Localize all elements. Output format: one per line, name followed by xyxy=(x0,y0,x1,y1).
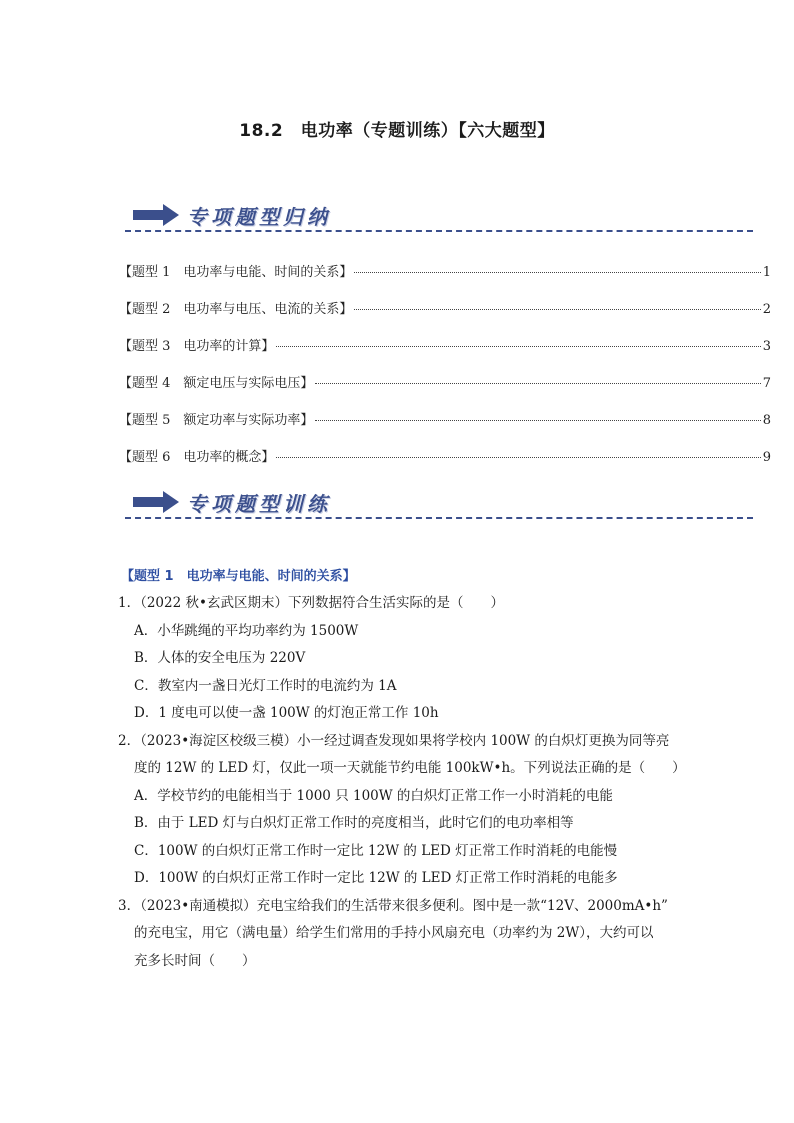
banner-training-text: 专项题型训练 xyxy=(187,492,331,516)
toc-leader-dots xyxy=(276,457,760,458)
question-3 xyxy=(118,893,683,976)
question-option[interactable]: B．人体的安全电压为 220V xyxy=(134,650,306,666)
toc-leader-dots xyxy=(354,309,760,310)
toc-item-label: 【题型 2 电功率与电压、电流的关系】 xyxy=(119,302,353,317)
toc-item-page: 1 xyxy=(762,265,771,280)
toc-item-label: 【题型 4 额定电压与实际电压】 xyxy=(119,376,314,391)
divider xyxy=(125,517,753,519)
banner-training xyxy=(125,487,755,521)
toc-leader-dots xyxy=(315,420,760,421)
toc-item[interactable] xyxy=(119,446,771,483)
question-list xyxy=(118,590,686,975)
toc-item[interactable] xyxy=(119,335,771,372)
toc-item[interactable] xyxy=(119,298,771,335)
toc-leader-dots xyxy=(315,383,760,384)
toc-item-label: 【题型 6 电功率的概念】 xyxy=(119,450,275,465)
arrow-right-icon xyxy=(133,491,179,513)
toc-item[interactable] xyxy=(119,261,771,298)
question-stem: 1．（2022 秋•玄武区期末）下列数据符合生活实际的是（ ） xyxy=(118,595,504,611)
toc-leader-dots xyxy=(354,272,760,273)
question-option[interactable]: B．由于 LED 灯与白炽灯正常工作时的亮度相当，此时它们的电功率相等 xyxy=(134,815,574,831)
toc-leader-dots xyxy=(276,346,760,347)
toc-item[interactable] xyxy=(119,409,771,446)
section-heading: 【题型 1 电功率与电能、时间的关系】 xyxy=(121,569,356,584)
banner-summary-text: 专项题型归纳 xyxy=(187,205,331,229)
toc-item-page: 8 xyxy=(762,413,771,428)
toc-item-label: 【题型 3 电功率的计算】 xyxy=(119,339,275,354)
toc-item[interactable] xyxy=(119,372,771,409)
arrow-right-icon xyxy=(133,204,179,226)
page-title: 18.2 电功率（专题训练）【六大题型】 xyxy=(239,121,555,141)
question-stem: 度的 12W 的 LED 灯，仅此一项一天就能节约电能 100kW•h。下列说法正确的是（ ） xyxy=(134,760,686,776)
question-1 xyxy=(118,590,683,728)
question-stem: 2．（2023•海淀区校级三模）小一经过调查发现如果将学校内 100W 的白炽灯更换为同等亮 xyxy=(118,732,670,749)
divider xyxy=(125,230,753,232)
toc-item-page: 3 xyxy=(762,339,771,354)
question-stem: 充多长时间（ ） xyxy=(134,952,256,969)
table-of-contents xyxy=(119,261,771,483)
toc-item-page: 2 xyxy=(762,302,771,317)
question-stem: 的充电宝，用它（满电量）给学生们常用的手持小风扇充电（功率约为 2W），大约可以 xyxy=(134,925,654,941)
question-option[interactable]: A．学校节约的电能相当于 1000 只 100W 的白炽灯正常工作一小时消耗的电能 xyxy=(134,787,613,804)
question-2 xyxy=(118,728,686,893)
toc-item-label: 【题型 5 额定功率与实际功率】 xyxy=(119,413,314,428)
question-option[interactable]: C．教室内一盏日光灯工作时的电流约为 1A xyxy=(134,677,397,694)
question-option[interactable]: C．100W 的白炽灯正常工作时一定比 12W 的 LED 灯正常工作时消耗的电能慢 xyxy=(134,842,618,859)
question-option[interactable]: D．1 度电可以使一盏 100W 的灯泡正常工作 10h xyxy=(134,705,439,721)
banner-summary xyxy=(125,200,755,234)
question-option[interactable]: D．100W 的白炽灯正常工作时一定比 12W 的 LED 灯正常工作时消耗的电能多 xyxy=(134,870,618,886)
toc-item-page: 9 xyxy=(762,450,771,465)
toc-item-label: 【题型 1 电功率与电能、时间的关系】 xyxy=(119,265,353,280)
question-option[interactable]: A．小华跳绳的平均功率约为 1500W xyxy=(134,622,359,639)
question-stem: 3．（2023•南通模拟）充电宝给我们的生活带来很多便利。图中是一款“12V、2000mA•h” xyxy=(118,897,668,914)
toc-item-page: 7 xyxy=(762,376,771,391)
